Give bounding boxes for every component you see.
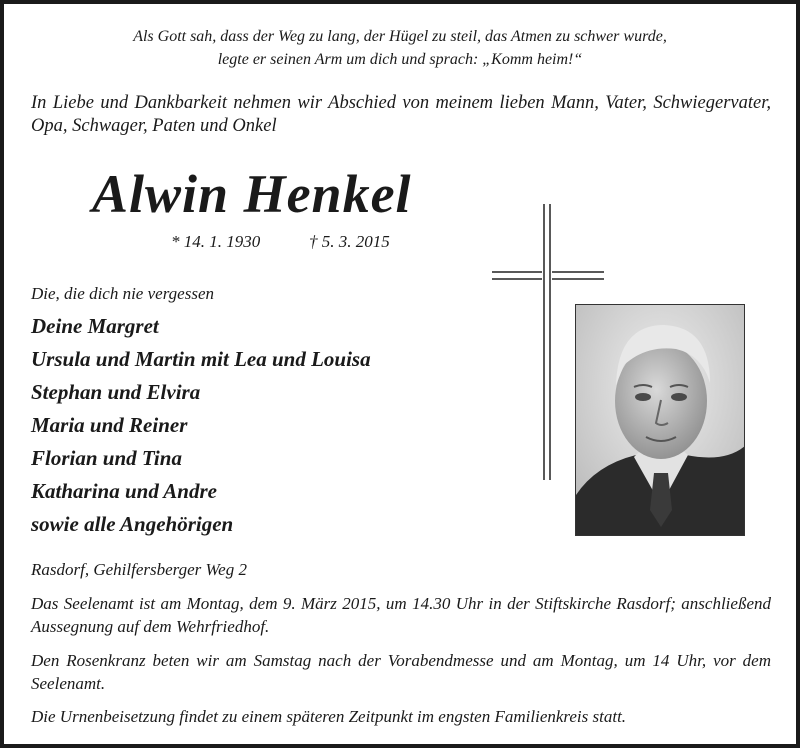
urn-notice: Die Urnenbeisetzung findet zu einem späteren Zeitpunkt im engsten Familienkreis statt. <box>31 707 627 726</box>
portrait-photo <box>575 304 745 536</box>
deceased-name: Alwin Henkel <box>92 164 412 224</box>
mourner-entry: Deine Margret <box>31 314 159 338</box>
intro-text: In Liebe und Dankbarkeit nehmen wir Abschied von meinem lieben Mann, Vater, Schwiegervater, Opa, Schwager, Paten und Onkel <box>31 93 771 136</box>
mourner-entry: Stephan und Elvira <box>31 380 201 404</box>
mourners-intro: Die, die dich nie vergessen <box>31 284 214 303</box>
mourner-entry: Florian und Tina <box>31 446 182 470</box>
mourner-entry: Katharina und Andre <box>31 479 217 503</box>
birth-date: * 14. 1. 1930 <box>171 232 261 251</box>
mourner-entry: Maria und Reiner <box>31 413 188 437</box>
quote-line-1: Als Gott sah, dass der Weg zu lang, der Hügel zu steil, das Atmen zu schwer wurde, <box>133 28 667 45</box>
quote-line-2: legte er seinen Arm um dich und sprach: „Komm heim!“ <box>217 51 583 68</box>
rosary-notice: Den Rosenkranz beten wir am Samstag nach der Vorabendmesse und am Montag, um 14 Uhr, vor dem Seelenamt. <box>31 651 771 693</box>
death-date: † 5. 3. 2015 <box>309 232 390 251</box>
address: Rasdorf, Gehilfersberger Weg 2 <box>31 560 247 579</box>
mourners-list <box>31 312 371 543</box>
mourner-entry: sowie alle Angehörigen <box>31 512 234 536</box>
mourner-entry: Ursula und Martin mit Lea und Louisa <box>31 347 371 371</box>
requiem-notice: Das Seelenamt ist am Montag, dem 9. März 2015, um 14.30 Uhr in der Stiftskirche Rasdorf; anschließend Aussegnung auf dem Wehrfriedhof. <box>31 594 771 636</box>
